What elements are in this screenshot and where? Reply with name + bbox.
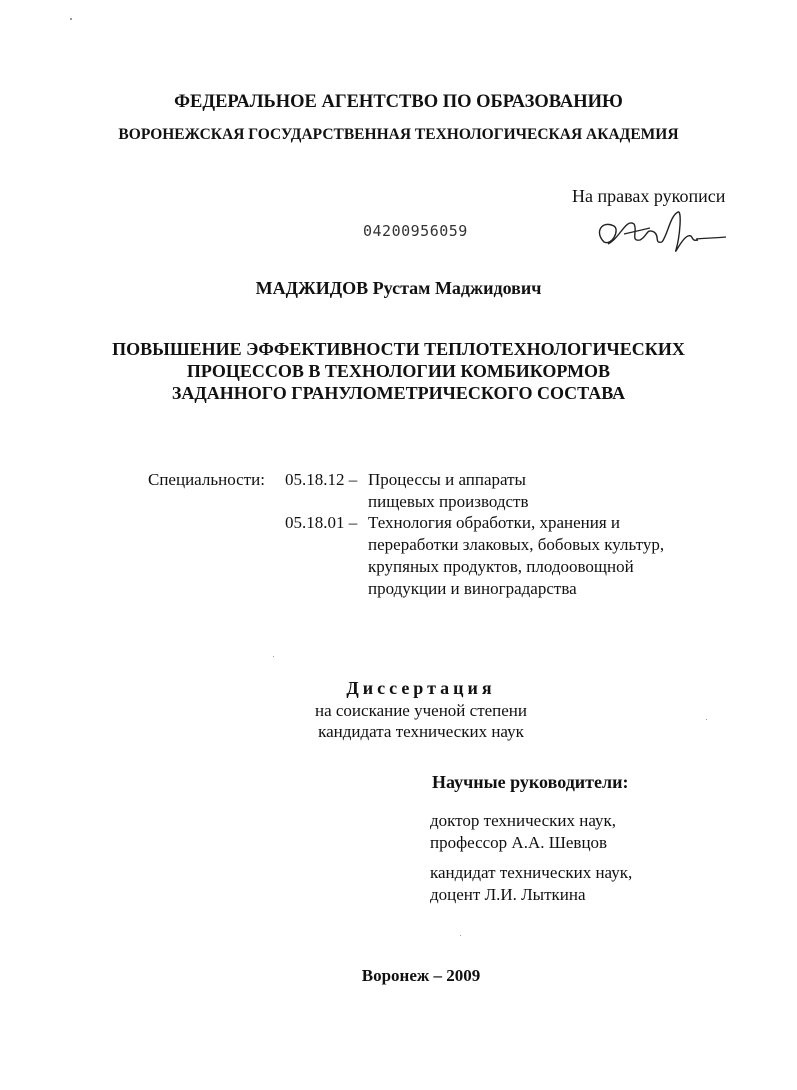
specialty-code: 05.18.12 – — [285, 470, 358, 489]
specialty-line: Процессы и аппараты — [368, 470, 526, 489]
degree-line: кандидата технических наук — [318, 722, 524, 741]
degree-line: на соискание ученой степени — [314, 701, 528, 720]
scan-speck — [460, 935, 461, 936]
supervisor-degree: кандидат технических наук, — [430, 863, 633, 882]
specialty-description — [368, 512, 664, 600]
supervisor-position: профессор А.А. Шевцов — [430, 833, 608, 852]
specialty-code: 05.18.01 – — [285, 513, 358, 532]
supervisor-degree: доктор технических наук, — [430, 811, 617, 830]
agency-name: ФЕДЕРАЛЬНОЕ АГЕНТСТВО ПО ОБРАЗОВАНИЮ — [174, 92, 623, 112]
serial-number: 04200956059 — [363, 222, 468, 240]
supervisor-position: доцент Л.И. Лыткина — [430, 885, 586, 904]
manuscript-rights-note: На правах рукописи — [572, 186, 726, 206]
specialty-line: переработки злаковых, бобовых культур, — [368, 535, 665, 554]
city-year: Воронеж – 2009 — [361, 966, 481, 985]
dissertation-degree — [0, 700, 797, 742]
scan-speck — [70, 18, 72, 20]
specialty-line: продукции и виноградарства — [368, 579, 577, 598]
title-line: ПОВЫШЕНИЕ ЭФФЕКТИВНОСТИ ТЕПЛОТЕХНОЛОГИЧЕСКИХ — [112, 339, 685, 359]
supervisors-heading: Научные руководители: — [432, 772, 629, 792]
scan-speck — [706, 719, 707, 720]
supervisor-entry — [430, 810, 616, 854]
specialty-line: крупяных продуктов, плодоовощной — [368, 557, 634, 576]
specialty-description — [368, 469, 529, 513]
supervisor-entry — [430, 862, 632, 906]
scan-speck — [273, 656, 274, 657]
dissertation-heading: Диссертация — [346, 678, 496, 698]
dissertation-title — [0, 338, 797, 404]
specialties-label: Специальности: — [148, 470, 265, 489]
signature-image — [590, 206, 730, 262]
author-name: МАДЖИДОВ Рустам Маджидович — [255, 278, 542, 298]
specialty-line: Технология обработки, хранения и — [368, 513, 621, 532]
title-line: ЗАДАННОГО ГРАНУЛОМЕТРИЧЕСКОГО СОСТАВА — [171, 383, 626, 403]
specialty-line: пищевых производств — [368, 492, 529, 511]
title-line: ПРОЦЕССОВ В ТЕХНОЛОГИИ КОМБИКОРМОВ — [186, 361, 611, 381]
academy-name: ВОРОНЕЖСКАЯ ГОСУДАРСТВЕННАЯ ТЕХНОЛОГИЧЕСКАЯ АКАДЕМИЯ — [118, 126, 679, 143]
